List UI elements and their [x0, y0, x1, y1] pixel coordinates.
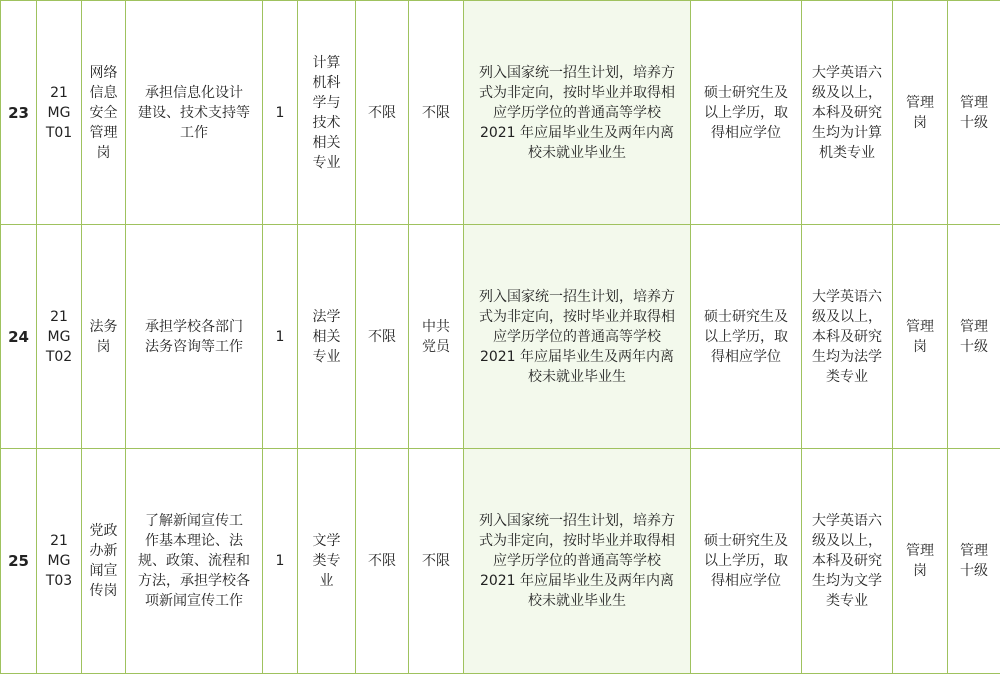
other-requirements: 大学英语六 级及以上， 本科及研究 生均为文学 类专业	[802, 449, 893, 674]
position-level: 管理 十级	[948, 449, 1000, 674]
major-requirement: 文学 类专 业	[298, 449, 356, 674]
row-index: 24	[1, 225, 37, 449]
major-requirement: 法学 相关 专业	[298, 225, 356, 449]
political-status: 中共 党员	[409, 225, 464, 449]
position-name: 网络 信息 安全 管理 岗	[82, 1, 126, 225]
major-requirement: 计算 机科 学与 技术 相关 专业	[298, 1, 356, 225]
political-status: 不限	[409, 1, 464, 225]
position-name: 党政 办新 闻宣 传岗	[82, 449, 126, 674]
position-name: 法务 岗	[82, 225, 126, 449]
table-row	[1, 449, 1000, 674]
education-requirement: 硕士研究生及 以上学历，取 得相应学位	[691, 225, 802, 449]
position-level: 管理 十级	[948, 225, 1000, 449]
age-requirement: 不限	[356, 1, 409, 225]
row-index: 23	[1, 1, 37, 225]
position-type: 管理 岗	[893, 1, 948, 225]
table-row	[1, 1, 1000, 225]
political-status: 不限	[409, 449, 464, 674]
other-requirements: 大学英语六 级及以上， 本科及研究 生均为计算 机类专业	[802, 1, 893, 225]
position-code: 21 MG T02	[37, 225, 82, 449]
position-type: 管理 岗	[893, 449, 948, 674]
age-requirement: 不限	[356, 449, 409, 674]
job-duty: 了解新闻宣传工 作基本理论、法 规、政策、流程和 方法，承担学校各 项新闻宣传工作	[126, 449, 263, 674]
position-code: 21 MG T03	[37, 449, 82, 674]
candidate-source: 列入国家统一招生计划，培养方 式为非定向，按时毕业并取得相 应学历学位的普通高等学校 2021 年应届毕业生及两年内离 校未就业毕业生	[464, 449, 691, 674]
job-duty: 承担学校各部门 法务咨询等工作	[126, 225, 263, 449]
candidate-source: 列入国家统一招生计划，培养方 式为非定向，按时毕业并取得相 应学历学位的普通高等学校 2021 年应届毕业生及两年内离 校未就业毕业生	[464, 225, 691, 449]
job-duty: 承担信息化设计 建设、技术支持等 工作	[126, 1, 263, 225]
hiring-quota: 1	[263, 1, 298, 225]
position-level: 管理 十级	[948, 1, 1000, 225]
education-requirement: 硕士研究生及 以上学历，取 得相应学位	[691, 1, 802, 225]
education-requirement: 硕士研究生及 以上学历，取 得相应学位	[691, 449, 802, 674]
age-requirement: 不限	[356, 225, 409, 449]
hiring-quota: 1	[263, 449, 298, 674]
candidate-source: 列入国家统一招生计划，培养方 式为非定向，按时毕业并取得相 应学历学位的普通高等学校 2021 年应届毕业生及两年内离 校未就业毕业生	[464, 1, 691, 225]
other-requirements: 大学英语六 级及以上， 本科及研究 生均为法学 类专业	[802, 225, 893, 449]
table-row	[1, 225, 1000, 449]
position-type: 管理 岗	[893, 225, 948, 449]
position-code: 21 MG T01	[37, 1, 82, 225]
row-index: 25	[1, 449, 37, 674]
hiring-quota: 1	[263, 225, 298, 449]
